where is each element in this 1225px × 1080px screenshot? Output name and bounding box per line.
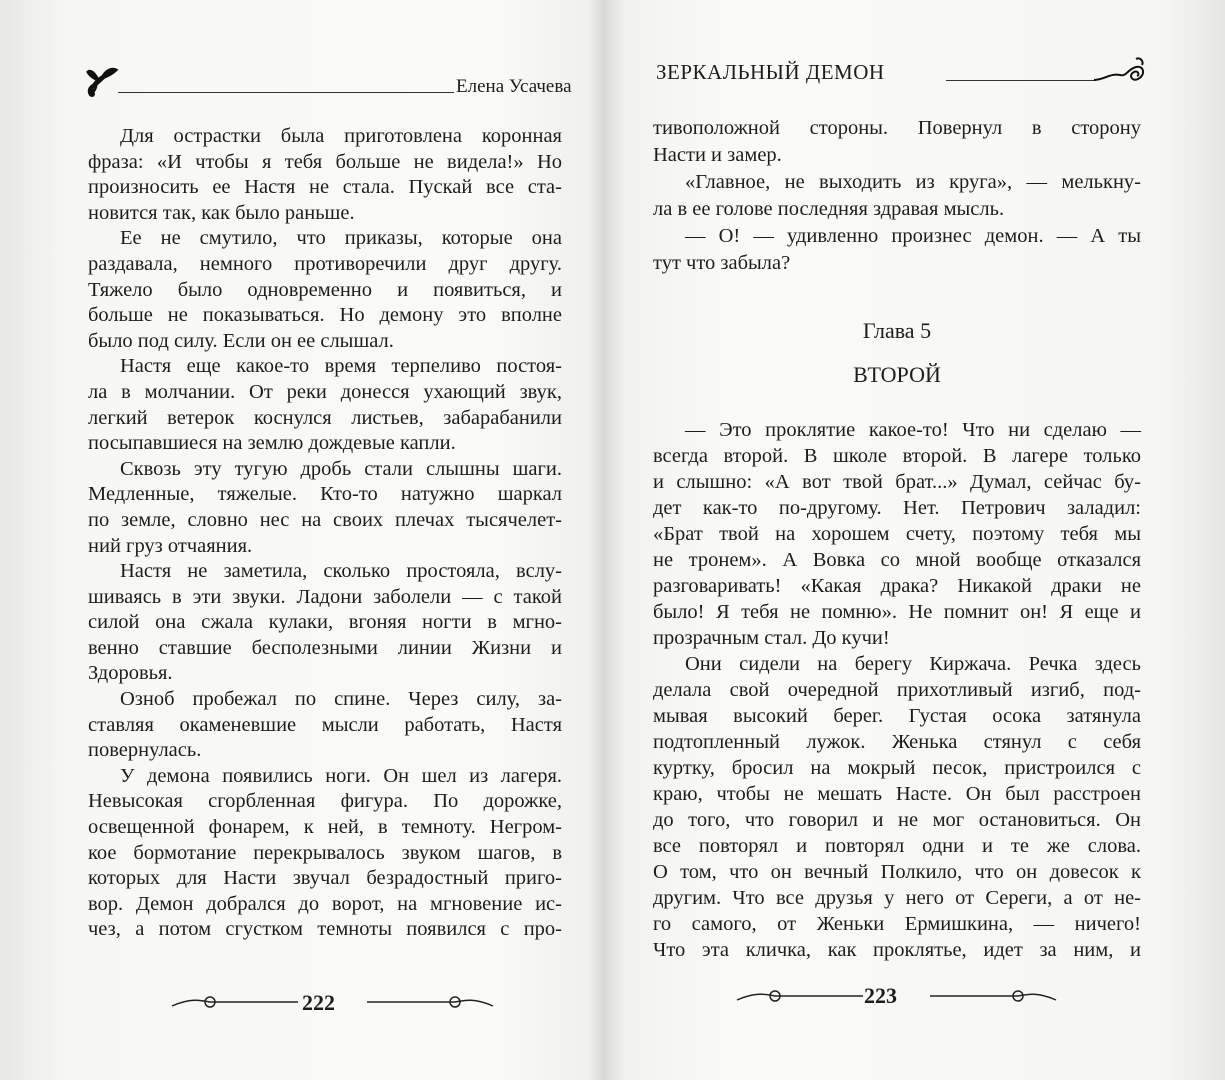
- text-line: ла в ее голове последняя здравая мысль.: [653, 198, 1005, 220]
- text-line: — О! — удивленно произнес демон. — А ты: [685, 225, 1141, 247]
- text-line: куртку, бросил на мокрый песок, пристроился с: [653, 757, 1141, 779]
- text-line: «Главное, не выходить из круга», — мелькну-: [685, 171, 1141, 193]
- text-line: повернулась.: [88, 739, 202, 762]
- text-line: вор. Демон добрался до ворот, на мгновение ис-: [88, 892, 562, 915]
- text-line: Настя еще какое-то время терпеливо постоя-: [120, 355, 562, 378]
- text-line: Настя не заметила, сколько простояла, вслу-: [120, 560, 562, 583]
- footer-ornament-right-icon: [928, 984, 1058, 1008]
- text-line: венно ставшие бесполезными линии Жизни и: [88, 636, 562, 659]
- text-line: Насти и замер.: [653, 144, 782, 166]
- text-line: тут что забыла?: [653, 252, 791, 274]
- text-line: было! Я тебя не помню». Не помнит он! Я еще и: [653, 601, 1141, 623]
- text-line: Что эта кличка, как проклятье, идет за ним, и: [653, 939, 1141, 961]
- text-line: ла в молчании. От реки донесся ухающий звук,: [88, 380, 562, 403]
- text-line: Невысокая сгорбленная фигура. По дорожке,: [88, 790, 562, 813]
- text-line: дет как-то по-другому. Нет. Петрович заладил:: [653, 497, 1141, 519]
- running-header-author: Елена Усачева: [456, 76, 572, 97]
- text-line: «Брат твой на хорошем счету, поэтому тебя мы: [653, 523, 1141, 545]
- text-line: го самого, от Женьки Ермишкина, — ничего!: [653, 913, 1141, 935]
- text-line: Ее не смутило, что приказы, которые она: [120, 227, 562, 250]
- text-line: освещенной фонарем, к ней, в темноту. Негром-: [88, 816, 562, 839]
- text-line: посыпавшиеся на землю дождевые капли.: [88, 432, 456, 455]
- text-line: — Это проклятие какое-то! Что ни сделаю —: [685, 419, 1141, 441]
- right-page-text: [653, 115, 1141, 963]
- footer-ornament-right-icon: [365, 990, 495, 1014]
- text-line: кое бормотание перекрывалось звуком шагов, в: [88, 841, 562, 864]
- page-number-right: 223: [864, 983, 897, 1008]
- header-rule: [118, 92, 454, 93]
- text-line: шиваясь в эти звуки. Ладони заболели — с такой: [88, 585, 562, 608]
- text-line: Медленные, тяжелые. Кто-то натужно шаркал: [88, 483, 562, 506]
- page-number-left: 222: [302, 990, 335, 1015]
- text-line: Они сидели на берегу Киржача. Речка здесь: [685, 653, 1141, 675]
- text-line: всегда второй. В школе второй. В лагере только: [653, 445, 1141, 467]
- chapter-number: Глава 5: [862, 318, 932, 343]
- left-page-text: [88, 124, 562, 943]
- text-line: не тронем». А Вовка со мной вообще отказался: [653, 549, 1141, 571]
- text-line: Здоровья.: [88, 662, 173, 685]
- text-line: ставляя окаменевшие мысли работать, Настя: [88, 713, 562, 736]
- text-line: Для острастки была приготовлена коронная: [120, 125, 562, 147]
- scroll-ornament-icon: [1092, 55, 1148, 87]
- text-line: ний груз отчаяния.: [88, 534, 253, 557]
- header-rule: [946, 80, 1096, 81]
- text-line: Тяжело было одновременно и появиться, и: [88, 278, 562, 301]
- text-line: силой она сжала кулаки, вгоняя ногти в мгно-: [88, 611, 562, 634]
- text-line: подтопленный лужок. Женька стянул с себя: [653, 731, 1141, 753]
- text-line: по земле, словно нес на своих плечах тысячелет-: [88, 508, 562, 531]
- chapter-title: ВТОРОЙ: [853, 362, 941, 387]
- text-line: О том, что он вечный Полкило, что он довесок к: [653, 861, 1141, 883]
- text-line: произносить ее Настя не стала. Пускай все ста-: [88, 176, 562, 199]
- text-line: другим. Что все друзья у него от Сереги, а от не-: [653, 887, 1141, 909]
- text-line: фраза: «И чтобы я тебя больше не видела!» Но: [88, 150, 562, 173]
- text-line: до того, что говорил и не мог остановиться. Он: [653, 809, 1141, 831]
- text-line: краю, чтобы не мешать Насте. Он был расстроен: [653, 783, 1141, 805]
- text-line: которых для Насти звучал безрадостный приго-: [88, 867, 562, 890]
- text-line: Озноб пробежал по спине. Через силу, за-: [120, 688, 562, 711]
- text-line: У демона появились ноги. Он шел из лагеря.: [120, 764, 562, 787]
- text-line: раздавала, немного противоречили друг другу.: [88, 252, 562, 275]
- text-line: больше не показываться. Но демону это вполне: [88, 304, 562, 327]
- text-line: было под силу. Если он ее слышал.: [88, 329, 394, 352]
- text-line: легкий ветерок коснулся листьев, забарабанили: [88, 406, 562, 429]
- footer-ornament-left-icon: [170, 990, 300, 1014]
- text-line: делала свой очередной прихотливый изгиб, под-: [653, 679, 1141, 701]
- text-line: тивоположной стороны. Повернул в сторону: [653, 117, 1141, 139]
- text-line: прозрачным стал. До кучи!: [653, 627, 890, 649]
- running-header-title: ЗЕРКАЛЬНЫЙ ДЕМОН: [656, 60, 885, 84]
- footer-ornament-left-icon: [735, 984, 865, 1008]
- text-line: все повторял и повторял одни и те же слова.: [653, 835, 1141, 857]
- text-line: новится так, как было раньше.: [88, 201, 355, 224]
- text-line: чез, а потом сгустком темноты появился с про-: [88, 918, 562, 941]
- text-line: и слышно: «А вот твой брат...» Думал, сейчас бу-: [653, 471, 1141, 493]
- text-line: мывая высокий берег. Густая осока затянула: [653, 705, 1141, 727]
- text-line: Сквозь эту тугую дробь стали слышны шаги.: [120, 457, 562, 480]
- text-line: разговаривать! «Какая драка? Никакой драки не: [653, 575, 1141, 597]
